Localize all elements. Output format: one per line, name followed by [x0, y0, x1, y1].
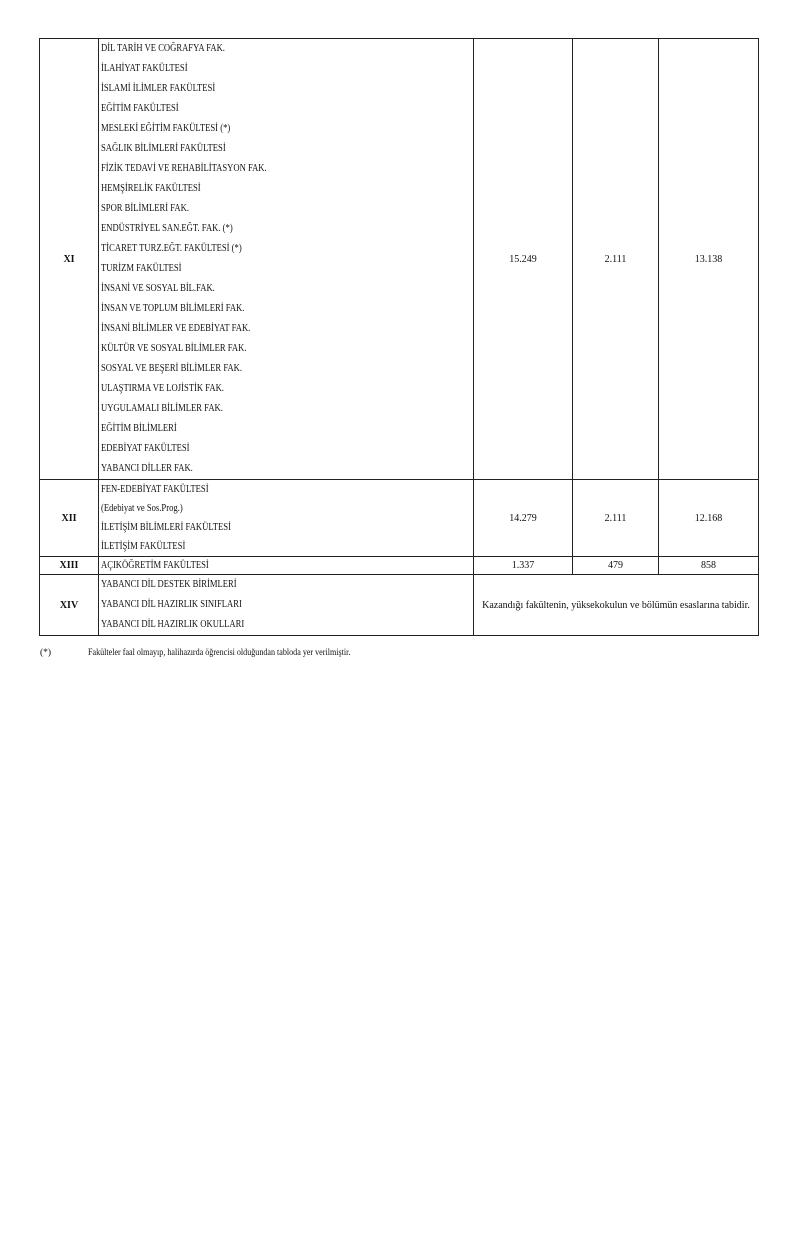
faculty-name: UYGULAMALI BİLİMLER FAK.	[101, 403, 223, 414]
faculty-name: HEMŞİRELİK FAKÜLTESİ	[101, 183, 201, 194]
faculty-name: YABANCI DİL HAZIRLIK OKULLARI	[101, 619, 245, 630]
faculty-name: İNSANİ VE SOSYAL BİL.FAK.	[101, 283, 215, 294]
faculty-name: ENDÜSTRİYEL SAN.EĞT. FAK. (*)	[101, 223, 233, 234]
faculty-name: (Edebiyat ve Sos.Prog.)	[101, 503, 183, 514]
faculty-name: SPOR BİLİMLERİ FAK.	[101, 203, 190, 214]
faculty-name: EDEBİYAT FAKÜLTESİ	[101, 443, 190, 454]
faculty-name: FİZİK TEDAVİ VE REHABİLİTASYON FAK.	[101, 163, 267, 174]
faculty-list	[99, 39, 474, 480]
group-label: XIII	[40, 557, 99, 575]
faculty-name: TURİZM FAKÜLTESİ	[101, 263, 182, 274]
faculty-name: KÜLTÜR VE SOSYAL BİLİMLER FAK.	[101, 343, 247, 354]
group-label: XI	[40, 39, 99, 480]
table-row	[40, 39, 759, 480]
value-cell-3: 12.168	[659, 480, 759, 557]
table-row	[40, 557, 759, 575]
faculty-name: SOSYAL VE BEŞERİ BİLİMLER FAK.	[101, 363, 243, 374]
faculty-name: AÇIKÖĞRETİM FAKÜLTESİ	[101, 560, 209, 571]
value-cell-1: 1.337	[474, 557, 573, 575]
note-cell: Kazandığı fakültenin, yüksekokulun ve bölümün esaslarına tabidir.	[474, 575, 759, 636]
faculty-list	[99, 557, 474, 575]
faculty-list	[99, 575, 474, 636]
fee-table	[39, 38, 759, 636]
faculty-name: MESLEKİ EĞİTİM FAKÜLTESİ (*)	[101, 123, 231, 134]
value-cell-3: 13.138	[659, 39, 759, 480]
faculty-name: TİCARET TURZ.EĞT. FAKÜLTESİ (*)	[101, 243, 242, 254]
value-cell-2: 479	[573, 557, 659, 575]
faculty-name: YABANCI DİLLER FAK.	[101, 463, 193, 474]
faculty-name: FEN-EDEBİYAT FAKÜLTESİ	[101, 484, 209, 495]
faculty-name: DİL TARİH VE COĞRAFYA FAK.	[101, 43, 225, 54]
footnote-mark: (*)	[40, 648, 52, 658]
faculty-name: İLETİŞİM BİLİMLERİ FAKÜLTESİ	[101, 522, 231, 533]
faculty-name: EĞİTİM FAKÜLTESİ	[101, 103, 179, 114]
faculty-name: SAĞLIK BİLİMLERİ FAKÜLTESİ	[101, 143, 226, 154]
faculty-name: YABANCI DİL HAZIRLIK SINIFLARI	[101, 599, 242, 610]
footnote-text: Fakülteler faal olmayıp, halihazırda öğrencisi olduğundan tabloda yer verilmiştir.	[88, 648, 351, 658]
faculty-list	[99, 480, 474, 557]
value-cell-2: 2.111	[573, 39, 659, 480]
value-cell-3: 858	[659, 557, 759, 575]
value-cell-1: 15.249	[474, 39, 573, 480]
table-row	[40, 480, 759, 557]
faculty-name: İNSAN VE TOPLUM BİLİMLERİ FAK.	[101, 303, 245, 314]
table-row	[40, 575, 759, 636]
faculty-name: İSLAMİ İLİMLER FAKÜLTESİ	[101, 83, 216, 94]
value-cell-1: 14.279	[474, 480, 573, 557]
faculty-name: İNSANİ BİLİMLER VE EDEBİYAT FAK.	[101, 323, 251, 334]
faculty-name: YABANCI DİL DESTEK BİRİMLERİ	[101, 579, 237, 590]
faculty-name: EĞİTİM BİLİMLERİ	[101, 423, 177, 434]
group-label: XIV	[40, 575, 99, 636]
group-label: XII	[40, 480, 99, 557]
value-cell-2: 2.111	[573, 480, 659, 557]
faculty-name: ULAŞTIRMA VE LOJİSTİK FAK.	[101, 383, 224, 394]
faculty-name: İLETİŞİM FAKÜLTESİ	[101, 541, 186, 552]
faculty-name: İLAHİYAT FAKÜLTESİ	[101, 63, 188, 74]
